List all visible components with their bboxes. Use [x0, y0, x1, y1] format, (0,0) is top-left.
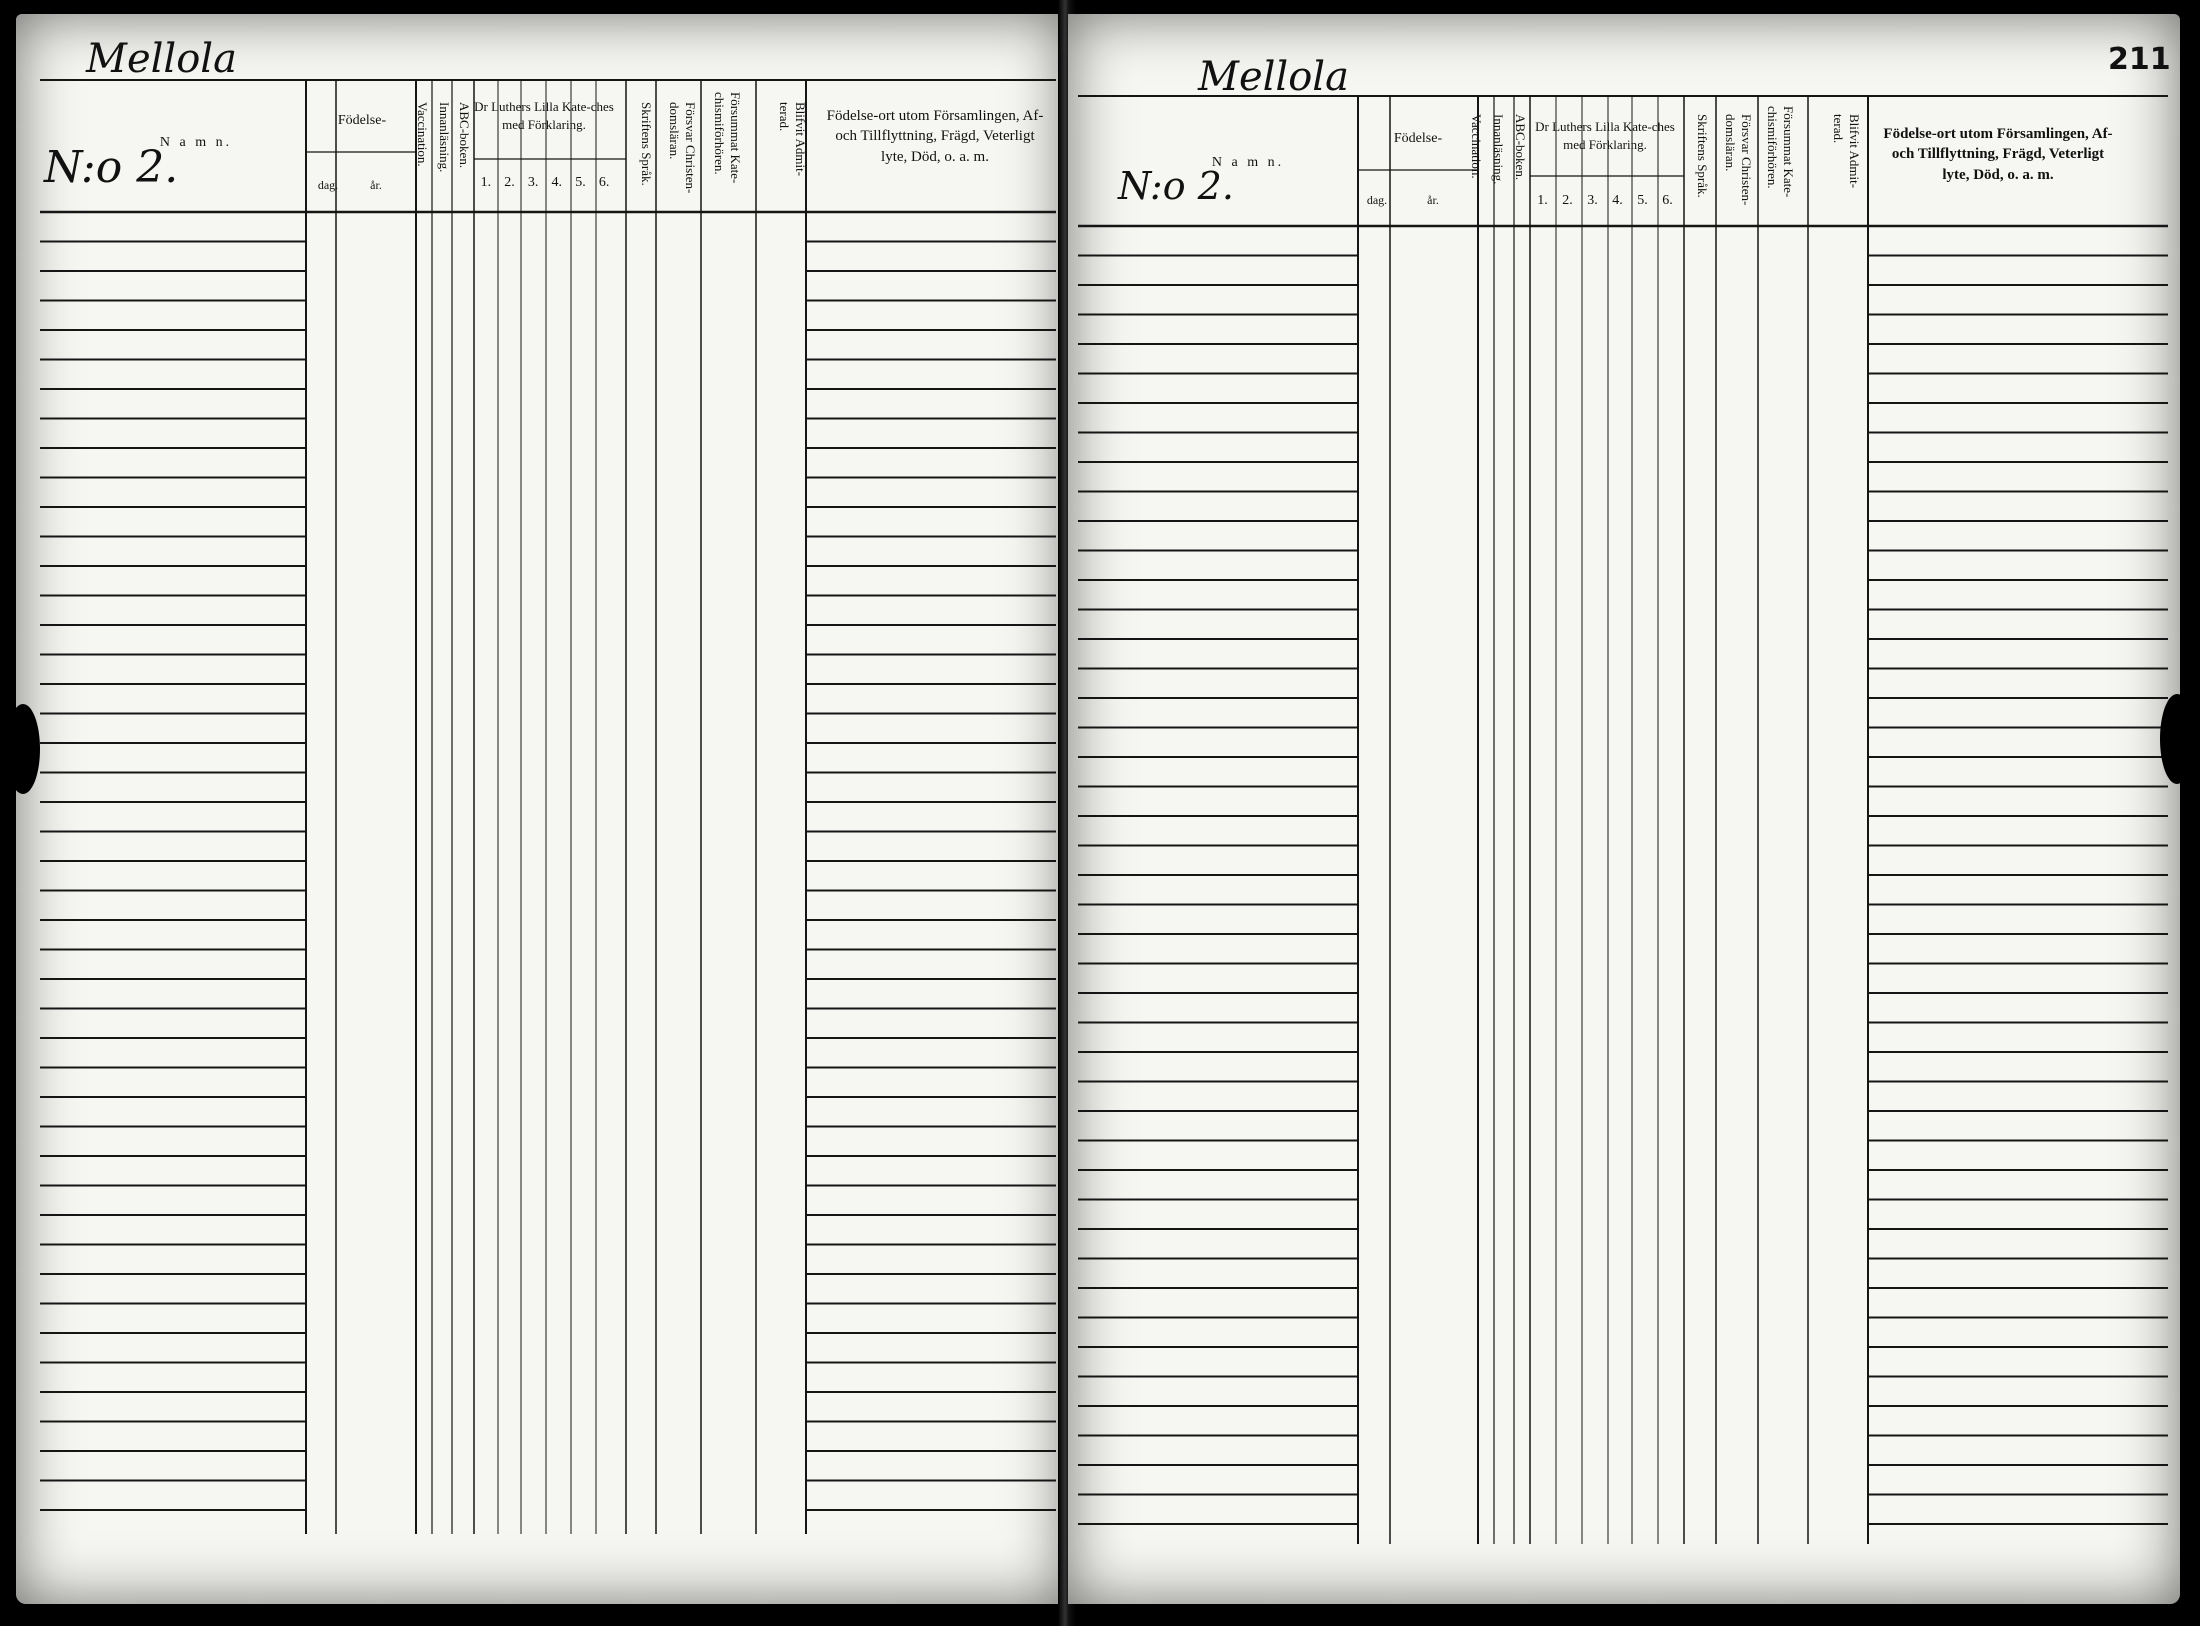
header-abc: ABC-boken. [1513, 114, 1528, 181]
header-dag: dag. [1366, 193, 1388, 207]
header-vaccination: Vaccination. [1469, 114, 1484, 179]
header-name: N a m n. [1211, 155, 1285, 170]
luther-num: 4. [1612, 193, 1623, 208]
header-forsummat-katechismi: Försummat Kate-chismiförhören. [712, 92, 743, 184]
header-skriftens-sprak: Skriftens Språk. [639, 102, 654, 186]
luther-num: 1. [480, 175, 492, 190]
header-name: N a m n. [159, 135, 233, 150]
header-innanlasning: Innanläsning. [1491, 114, 1506, 185]
luther-num: 6. [598, 175, 610, 190]
handwritten-title: Mellola [86, 36, 237, 82]
header-abc: ABC-boken. [457, 102, 472, 169]
luther-num: 2. [1562, 193, 1573, 208]
ledger-page-left [16, 14, 1066, 1604]
header-fodelseort: Födelse-ort utom Församlingen, Af- och Tillflyttning, Frägd, Veterligt lyte, Död, o. a. m. [826, 108, 1044, 165]
ledger-page-right [1068, 14, 2180, 1604]
row-number-label: N:o 2. [1118, 164, 1234, 208]
handwritten-title: Mellola [1198, 54, 1349, 100]
luther-num: 5. [1637, 193, 1648, 208]
luther-num: 6. [1662, 193, 1673, 208]
luther-num: 5. [575, 175, 586, 190]
header-blifvit-admitterad: Blifvit Admit-terad. [777, 102, 808, 177]
header-luther: Dr Luthers Lilla Kate-ches med Förklaring. [474, 99, 614, 132]
luther-num: 3. [527, 175, 539, 190]
header-innanlasning: Innanläsning. [437, 102, 452, 173]
ledger-grid-right [1068, 14, 2180, 1604]
header-fodelse: Födelse- [337, 113, 387, 128]
header-vaccination: Vaccination. [415, 102, 430, 167]
header-forsummat-katechismi: Försummat Kate-chismiförhören. [1765, 106, 1796, 198]
header-ar: år. [1427, 193, 1439, 207]
luther-num: 2. [504, 175, 515, 190]
header-forsvar-christendom: Försvar Christen-domsläran. [1723, 114, 1754, 206]
luther-num: 3. [1587, 193, 1598, 208]
header-fodelse: Födelse- [1393, 131, 1443, 146]
header-dag: dag. [317, 178, 339, 192]
row-number-label: N:o 2. [44, 142, 179, 193]
header-blifvit-admitterad: Blifvit Admit-terad. [1831, 114, 1862, 189]
header-fodelseort: Födelse-ort utom Församlingen, Af- och Tillflyttning, Frägd, Veterligt lyte, Död, o. a. m. [1883, 126, 2113, 183]
page-number: 211 [2108, 42, 2171, 77]
luther-num: 1. [1537, 193, 1548, 208]
header-ar: år. [370, 178, 382, 192]
header-skriftens-sprak: Skriftens Språk. [1695, 114, 1710, 198]
header-luther: Dr Luthers Lilla Kate-ches med Förklaring. [1535, 119, 1675, 152]
ledger-grid-left [16, 14, 1066, 1604]
luther-num: 4. [551, 175, 563, 190]
header-forsvar-christendom: Försvar Christen-domsläran. [667, 102, 698, 194]
